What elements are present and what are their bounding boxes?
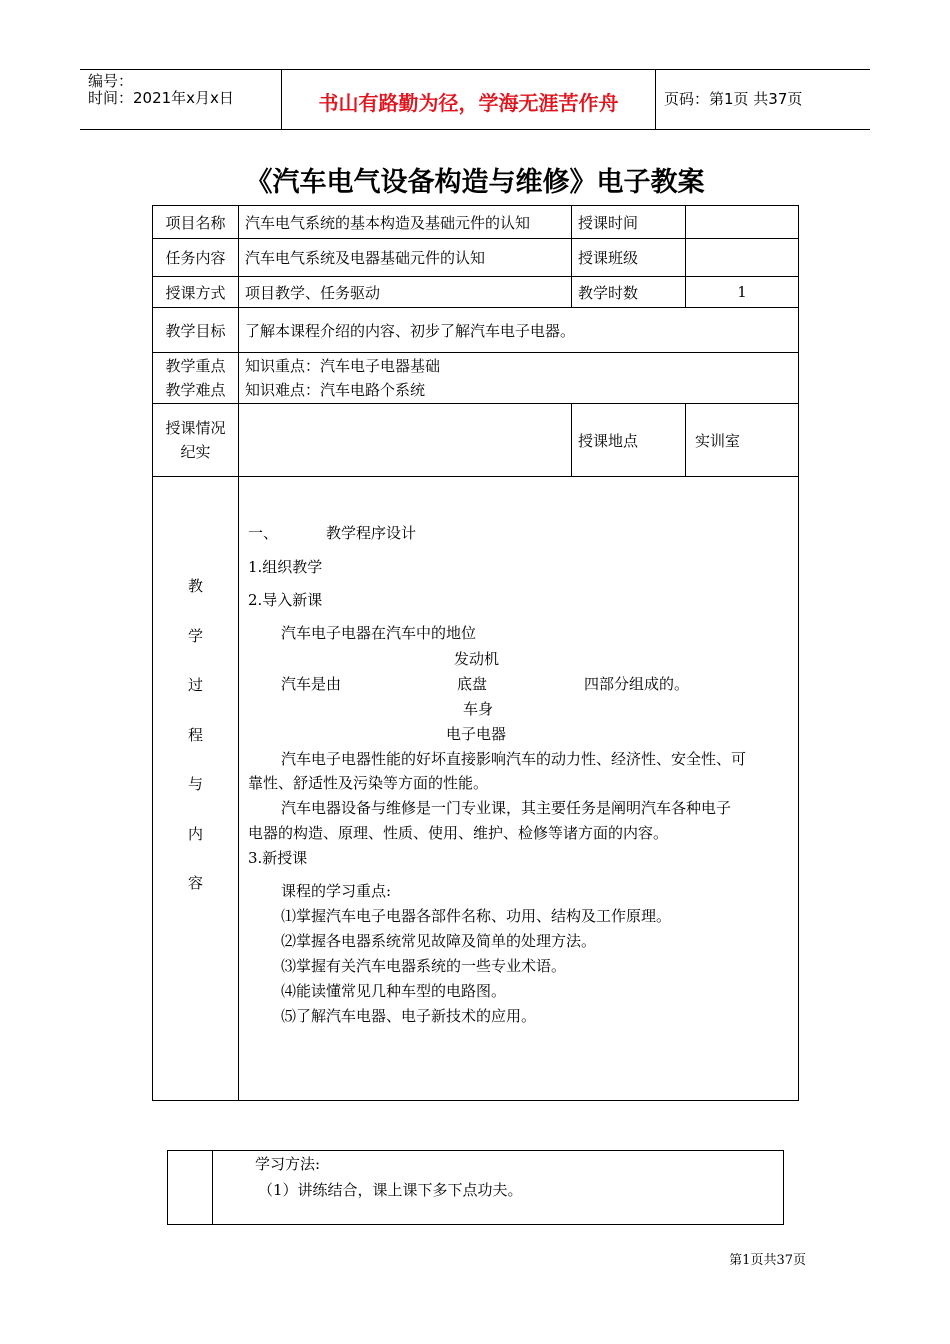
project-value: 汽车电气系统的基本构造及基础元件的认知 — [239, 206, 572, 239]
record-label-line: 纪实 — [180, 443, 211, 461]
teach-time-label: 授课时间 — [572, 206, 686, 239]
record-label-line: 授课情况 — [165, 419, 226, 437]
step-1: 1.组织教学 — [248, 558, 323, 576]
goal-value: 了解本课程介绍的内容、初步了解汽车电子电器。 — [239, 308, 799, 353]
process-label — [153, 477, 239, 1101]
table-row — [153, 477, 799, 1101]
focus-item: ⑵掌握各电器系统常见故障及简单的处理方法。 — [281, 932, 597, 950]
task-value: 汽车电气系统及电器基础元件的认知 — [239, 239, 572, 277]
study-item: （1）讲练结合，课上课下多下点功夫。 — [258, 1181, 523, 1199]
goal-label: 教学目标 — [153, 308, 239, 353]
process-label-char: 容 — [187, 874, 203, 893]
key-diff-value — [239, 353, 799, 404]
method-value: 项目教学、任务驱动 — [239, 277, 572, 308]
car-prefix: 汽车是由 — [281, 675, 342, 693]
teach-time-value — [686, 206, 799, 239]
key-diff-label — [153, 353, 239, 404]
table-row — [153, 206, 799, 239]
class-value — [686, 239, 799, 277]
key-label: 教学重点 — [165, 357, 226, 375]
record-label — [153, 404, 239, 477]
page-footer: 第1页共37页 — [729, 1253, 806, 1268]
step-3: 3.新授课 — [248, 849, 308, 867]
process-label-char: 内 — [187, 824, 203, 843]
table-row — [153, 404, 799, 477]
paragraph-1-line-2: 靠性、舒适性及污染等方面的性能。 — [248, 774, 489, 792]
task-label: 任务内容 — [153, 239, 239, 277]
header-bottom-rule — [80, 129, 870, 130]
table-row — [168, 1151, 784, 1225]
part-engine: 发动机 — [454, 650, 500, 668]
document-title: 《汽车电气设备构造与维修》电子教案 — [245, 167, 705, 198]
study-blank-cell — [168, 1151, 213, 1225]
hours-label: 教学时数 — [572, 277, 686, 308]
process-label-char: 过 — [187, 676, 203, 695]
process-label-char: 与 — [187, 775, 203, 794]
focus-item: ⑸了解汽车电器、电子新技术的应用。 — [281, 1007, 537, 1025]
step-2: 2.导入新课 — [248, 591, 323, 609]
project-label: 项目名称 — [153, 206, 239, 239]
table-row — [153, 277, 799, 308]
page-info: 页码：第1页 共37页 — [664, 90, 803, 108]
study-method-table — [167, 1150, 784, 1225]
method-label: 授课方式 — [153, 277, 239, 308]
record-value — [239, 404, 572, 477]
process-content — [239, 477, 799, 1101]
header-top-rule — [80, 69, 870, 70]
place-label: 授课地点 — [572, 404, 686, 477]
table-row — [153, 308, 799, 353]
part-body: 车身 — [463, 700, 494, 718]
focus-item: ⑷能读懂常见几种车型的电路图。 — [281, 982, 507, 1000]
table-row — [153, 353, 799, 404]
process-label-char: 程 — [187, 725, 203, 744]
time-text: 时间：2021年x月x日 — [88, 89, 234, 107]
study-title: 学习方法: — [255, 1155, 321, 1173]
motto: 书山有路勤为径，学海无涯苦作舟 — [318, 91, 619, 115]
class-label: 授课班级 — [572, 239, 686, 277]
place-value: 实训室 — [686, 404, 799, 477]
process-label-char: 教 — [187, 577, 203, 596]
lesson-plan-table — [152, 205, 799, 1101]
table-row — [153, 239, 799, 277]
heading-num: 一、 — [248, 524, 279, 542]
header-divider — [655, 69, 656, 129]
focus-item: ⑴掌握汽车电子电器各部件名称、功用、结构及工作原理。 — [281, 907, 672, 925]
focus-title: 课程的学习重点: — [281, 882, 392, 900]
diff-value: 知识难点：汽车电路个系统 — [245, 381, 426, 399]
intro-line: 汽车电子电器在汽车中的地位 — [281, 624, 477, 642]
diff-label: 教学难点 — [165, 381, 226, 399]
focus-item: ⑶掌握有关汽车电器系统的一些专业术语。 — [281, 957, 567, 975]
paragraph-2-line-1: 汽车电器设备与维修是一门专业课，其主要任务是阐明汽车各种电子 — [281, 799, 732, 817]
heading-text: 教学程序设计 — [326, 524, 417, 542]
key-value: 知识重点：汽车电子电器基础 — [245, 357, 441, 375]
paragraph-2-line-2: 电器的构造、原理、性质、使用、维护、检修等诸方面的内容。 — [248, 824, 669, 842]
part-chassis: 底盘 — [457, 675, 488, 693]
paragraph-1-line-1: 汽车电子电器性能的好坏直接影响汽车的动力性、经济性、安全性、可 — [281, 750, 747, 768]
hours-value: 1 — [686, 277, 799, 308]
part-electric: 电子电器 — [446, 725, 507, 743]
process-label-char: 学 — [187, 626, 203, 645]
study-content — [213, 1151, 784, 1225]
car-suffix: 四部分组成的。 — [584, 675, 690, 693]
code-label: 编号： — [88, 72, 134, 90]
